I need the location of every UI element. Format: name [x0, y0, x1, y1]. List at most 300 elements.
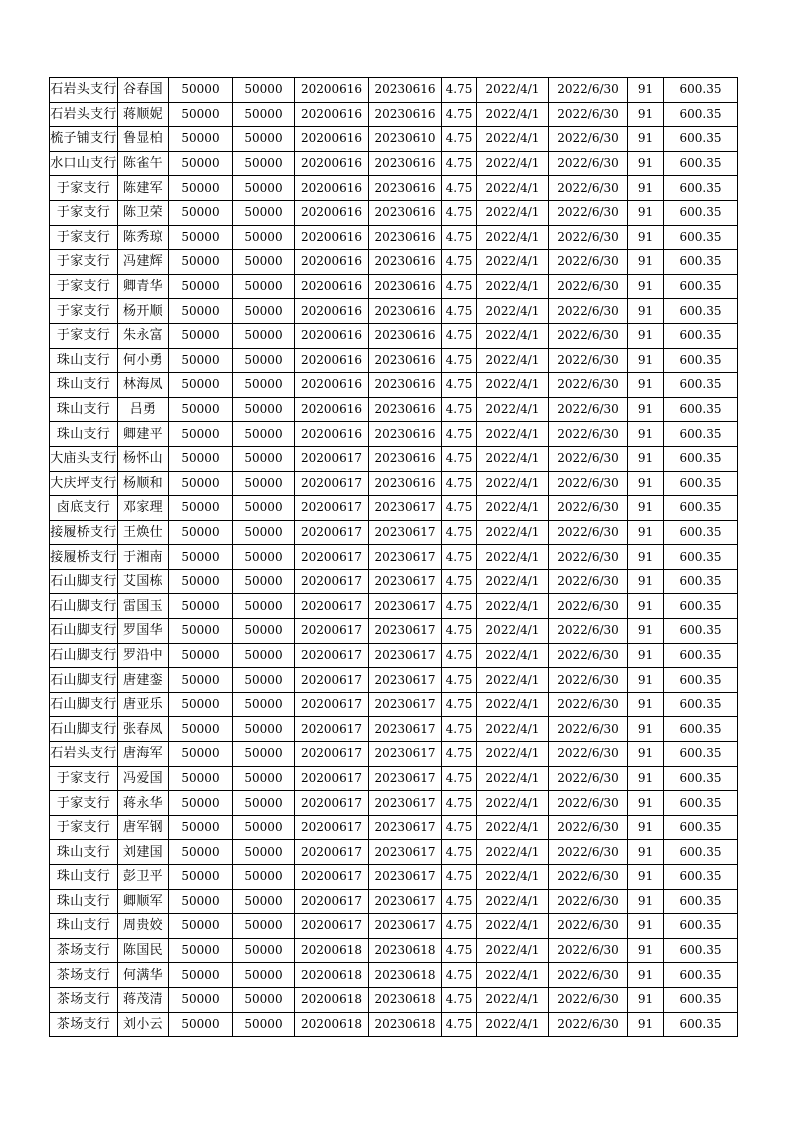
- period-start-cell: 2022/4/1: [477, 914, 549, 939]
- amount-cell: 50000: [169, 471, 233, 496]
- days-cell: 91: [628, 127, 664, 152]
- branch-cell: 大庙头支行: [50, 446, 118, 471]
- branch-cell: 茶场支行: [50, 938, 118, 963]
- amount-cell: 50000: [169, 225, 233, 250]
- period-start-cell: 2022/4/1: [477, 668, 549, 693]
- period-start-cell: 2022/4/1: [477, 274, 549, 299]
- days-cell: 91: [628, 200, 664, 225]
- end-date-cell: 20230617: [369, 914, 442, 939]
- days-cell: 91: [628, 569, 664, 594]
- end-date-cell: 20230617: [369, 569, 442, 594]
- days-cell: 91: [628, 963, 664, 988]
- start-date-cell: 20200617: [295, 594, 369, 619]
- days-cell: 91: [628, 545, 664, 570]
- days-cell: 91: [628, 446, 664, 471]
- table-row: [50, 668, 738, 693]
- days-cell: 91: [628, 987, 664, 1012]
- days-cell: 91: [628, 742, 664, 767]
- rate-cell: 4.75: [442, 176, 477, 201]
- branch-cell: 大庆坪支行: [50, 471, 118, 496]
- days-cell: 91: [628, 299, 664, 324]
- period-start-cell: 2022/4/1: [477, 742, 549, 767]
- period-start-cell: 2022/4/1: [477, 963, 549, 988]
- amount-cell: 50000: [169, 200, 233, 225]
- start-date-cell: 20200617: [295, 914, 369, 939]
- interest-cell: 600.35: [664, 569, 738, 594]
- period-start-cell: 2022/4/1: [477, 151, 549, 176]
- name-cell: 陈国民: [118, 938, 169, 963]
- amount-cell: 50000: [169, 274, 233, 299]
- table-row: [50, 323, 738, 348]
- name-cell: 杨开顺: [118, 299, 169, 324]
- name-cell: 何满华: [118, 963, 169, 988]
- balance-cell: 50000: [233, 569, 295, 594]
- interest-cell: 600.35: [664, 397, 738, 422]
- end-date-cell: 20230616: [369, 151, 442, 176]
- rate-cell: 4.75: [442, 200, 477, 225]
- balance-cell: 50000: [233, 742, 295, 767]
- period-end-cell: 2022/6/30: [549, 78, 628, 103]
- name-cell: 彭卫平: [118, 865, 169, 890]
- interest-cell: 600.35: [664, 78, 738, 103]
- rate-cell: 4.75: [442, 397, 477, 422]
- interest-cell: 600.35: [664, 594, 738, 619]
- period-end-cell: 2022/6/30: [549, 1012, 628, 1037]
- balance-cell: 50000: [233, 545, 295, 570]
- period-start-cell: 2022/4/1: [477, 987, 549, 1012]
- start-date-cell: 20200616: [295, 102, 369, 127]
- period-start-cell: 2022/4/1: [477, 840, 549, 865]
- loan-interest-table: [49, 77, 738, 1037]
- days-cell: 91: [628, 323, 664, 348]
- branch-cell: 于家支行: [50, 791, 118, 816]
- start-date-cell: 20200616: [295, 373, 369, 398]
- name-cell: 吕勇: [118, 397, 169, 422]
- interest-cell: 600.35: [664, 643, 738, 668]
- days-cell: 91: [628, 471, 664, 496]
- name-cell: 于湘南: [118, 545, 169, 570]
- days-cell: 91: [628, 791, 664, 816]
- balance-cell: 50000: [233, 151, 295, 176]
- start-date-cell: 20200617: [295, 692, 369, 717]
- end-date-cell: 20230617: [369, 594, 442, 619]
- interest-cell: 600.35: [664, 987, 738, 1012]
- start-date-cell: 20200616: [295, 78, 369, 103]
- balance-cell: 50000: [233, 987, 295, 1012]
- name-cell: 陈秀琼: [118, 225, 169, 250]
- period-start-cell: 2022/4/1: [477, 225, 549, 250]
- balance-cell: 50000: [233, 348, 295, 373]
- branch-cell: 珠山支行: [50, 865, 118, 890]
- period-end-cell: 2022/6/30: [549, 299, 628, 324]
- table-row: [50, 742, 738, 767]
- start-date-cell: 20200618: [295, 938, 369, 963]
- balance-cell: 50000: [233, 397, 295, 422]
- branch-cell: 珠山支行: [50, 914, 118, 939]
- branch-cell: 梳子铺支行: [50, 127, 118, 152]
- name-cell: 陈雀午: [118, 151, 169, 176]
- days-cell: 91: [628, 373, 664, 398]
- days-cell: 91: [628, 717, 664, 742]
- name-cell: 王焕仕: [118, 520, 169, 545]
- table-row: [50, 102, 738, 127]
- table-row: [50, 471, 738, 496]
- period-end-cell: 2022/6/30: [549, 889, 628, 914]
- period-end-cell: 2022/6/30: [549, 127, 628, 152]
- branch-cell: 于家支行: [50, 323, 118, 348]
- name-cell: 陈建军: [118, 176, 169, 201]
- branch-cell: 石岩头支行: [50, 102, 118, 127]
- period-start-cell: 2022/4/1: [477, 176, 549, 201]
- end-date-cell: 20230617: [369, 717, 442, 742]
- branch-cell: 茶场支行: [50, 1012, 118, 1037]
- balance-cell: 50000: [233, 938, 295, 963]
- start-date-cell: 20200616: [295, 323, 369, 348]
- interest-cell: 600.35: [664, 619, 738, 644]
- amount-cell: 50000: [169, 889, 233, 914]
- rate-cell: 4.75: [442, 569, 477, 594]
- table-row: [50, 914, 738, 939]
- branch-cell: 珠山支行: [50, 840, 118, 865]
- start-date-cell: 20200617: [295, 766, 369, 791]
- amount-cell: 50000: [169, 373, 233, 398]
- balance-cell: 50000: [233, 791, 295, 816]
- branch-cell: 珠山支行: [50, 397, 118, 422]
- branch-cell: 石山脚支行: [50, 643, 118, 668]
- end-date-cell: 20230617: [369, 668, 442, 693]
- amount-cell: 50000: [169, 250, 233, 275]
- rate-cell: 4.75: [442, 299, 477, 324]
- start-date-cell: 20200617: [295, 840, 369, 865]
- period-end-cell: 2022/6/30: [549, 938, 628, 963]
- balance-cell: 50000: [233, 323, 295, 348]
- branch-cell: 于家支行: [50, 815, 118, 840]
- period-end-cell: 2022/6/30: [549, 987, 628, 1012]
- period-end-cell: 2022/6/30: [549, 742, 628, 767]
- balance-cell: 50000: [233, 78, 295, 103]
- days-cell: 91: [628, 643, 664, 668]
- amount-cell: 50000: [169, 815, 233, 840]
- amount-cell: 50000: [169, 446, 233, 471]
- amount-cell: 50000: [169, 397, 233, 422]
- branch-cell: 石山脚支行: [50, 619, 118, 644]
- table-row: [50, 496, 738, 521]
- period-end-cell: 2022/6/30: [549, 692, 628, 717]
- table-row: [50, 299, 738, 324]
- table-row: [50, 791, 738, 816]
- rate-cell: 4.75: [442, 840, 477, 865]
- days-cell: 91: [628, 496, 664, 521]
- amount-cell: 50000: [169, 963, 233, 988]
- start-date-cell: 20200618: [295, 987, 369, 1012]
- branch-cell: 珠山支行: [50, 348, 118, 373]
- rate-cell: 4.75: [442, 102, 477, 127]
- amount-cell: 50000: [169, 987, 233, 1012]
- name-cell: 唐军钢: [118, 815, 169, 840]
- period-start-cell: 2022/4/1: [477, 594, 549, 619]
- period-end-cell: 2022/6/30: [549, 545, 628, 570]
- name-cell: 冯爱国: [118, 766, 169, 791]
- rate-cell: 4.75: [442, 422, 477, 447]
- end-date-cell: 20230617: [369, 619, 442, 644]
- balance-cell: 50000: [233, 250, 295, 275]
- end-date-cell: 20230617: [369, 840, 442, 865]
- period-end-cell: 2022/6/30: [549, 520, 628, 545]
- amount-cell: 50000: [169, 151, 233, 176]
- balance-cell: 50000: [233, 963, 295, 988]
- start-date-cell: 20200617: [295, 520, 369, 545]
- amount-cell: 50000: [169, 520, 233, 545]
- table-row: [50, 151, 738, 176]
- rate-cell: 4.75: [442, 348, 477, 373]
- interest-cell: 600.35: [664, 914, 738, 939]
- end-date-cell: 20230617: [369, 766, 442, 791]
- branch-cell: 水口山支行: [50, 151, 118, 176]
- balance-cell: 50000: [233, 840, 295, 865]
- interest-cell: 600.35: [664, 791, 738, 816]
- period-start-cell: 2022/4/1: [477, 766, 549, 791]
- days-cell: 91: [628, 102, 664, 127]
- name-cell: 刘建国: [118, 840, 169, 865]
- rate-cell: 4.75: [442, 889, 477, 914]
- start-date-cell: 20200616: [295, 176, 369, 201]
- days-cell: 91: [628, 938, 664, 963]
- end-date-cell: 20230616: [369, 200, 442, 225]
- period-start-cell: 2022/4/1: [477, 1012, 549, 1037]
- interest-cell: 600.35: [664, 250, 738, 275]
- branch-cell: 石山脚支行: [50, 594, 118, 619]
- period-start-cell: 2022/4/1: [477, 791, 549, 816]
- period-end-cell: 2022/6/30: [549, 422, 628, 447]
- days-cell: 91: [628, 151, 664, 176]
- amount-cell: 50000: [169, 323, 233, 348]
- period-start-cell: 2022/4/1: [477, 619, 549, 644]
- balance-cell: 50000: [233, 200, 295, 225]
- end-date-cell: 20230616: [369, 471, 442, 496]
- table-row: [50, 717, 738, 742]
- rate-cell: 4.75: [442, 127, 477, 152]
- rate-cell: 4.75: [442, 865, 477, 890]
- start-date-cell: 20200616: [295, 225, 369, 250]
- amount-cell: 50000: [169, 643, 233, 668]
- start-date-cell: 20200617: [295, 569, 369, 594]
- branch-cell: 石岩头支行: [50, 78, 118, 103]
- period-end-cell: 2022/6/30: [549, 766, 628, 791]
- rate-cell: 4.75: [442, 250, 477, 275]
- end-date-cell: 20230618: [369, 963, 442, 988]
- rate-cell: 4.75: [442, 766, 477, 791]
- amount-cell: 50000: [169, 717, 233, 742]
- start-date-cell: 20200617: [295, 446, 369, 471]
- amount-cell: 50000: [169, 102, 233, 127]
- branch-cell: 珠山支行: [50, 889, 118, 914]
- interest-cell: 600.35: [664, 889, 738, 914]
- period-start-cell: 2022/4/1: [477, 889, 549, 914]
- balance-cell: 50000: [233, 1012, 295, 1037]
- days-cell: 91: [628, 865, 664, 890]
- end-date-cell: 20230616: [369, 373, 442, 398]
- interest-cell: 600.35: [664, 373, 738, 398]
- name-cell: 卿青华: [118, 274, 169, 299]
- table-body: [50, 78, 738, 1037]
- table-row: [50, 889, 738, 914]
- period-start-cell: 2022/4/1: [477, 520, 549, 545]
- balance-cell: 50000: [233, 471, 295, 496]
- start-date-cell: 20200616: [295, 348, 369, 373]
- period-end-cell: 2022/6/30: [549, 865, 628, 890]
- amount-cell: 50000: [169, 422, 233, 447]
- name-cell: 唐海军: [118, 742, 169, 767]
- name-cell: 鲁显柏: [118, 127, 169, 152]
- days-cell: 91: [628, 78, 664, 103]
- days-cell: 91: [628, 250, 664, 275]
- branch-cell: 石岩头支行: [50, 742, 118, 767]
- name-cell: 朱永富: [118, 323, 169, 348]
- branch-cell: 于家支行: [50, 225, 118, 250]
- amount-cell: 50000: [169, 668, 233, 693]
- table-row: [50, 397, 738, 422]
- name-cell: 罗沿中: [118, 643, 169, 668]
- days-cell: 91: [628, 520, 664, 545]
- end-date-cell: 20230617: [369, 496, 442, 521]
- days-cell: 91: [628, 176, 664, 201]
- branch-cell: 于家支行: [50, 250, 118, 275]
- table-row: [50, 176, 738, 201]
- balance-cell: 50000: [233, 619, 295, 644]
- balance-cell: 50000: [233, 373, 295, 398]
- balance-cell: 50000: [233, 446, 295, 471]
- branch-cell: 于家支行: [50, 766, 118, 791]
- end-date-cell: 20230616: [369, 176, 442, 201]
- branch-cell: 石山脚支行: [50, 569, 118, 594]
- period-end-cell: 2022/6/30: [549, 619, 628, 644]
- balance-cell: 50000: [233, 422, 295, 447]
- amount-cell: 50000: [169, 545, 233, 570]
- branch-cell: 于家支行: [50, 200, 118, 225]
- period-start-cell: 2022/4/1: [477, 471, 549, 496]
- branch-cell: 于家支行: [50, 176, 118, 201]
- table-row: [50, 127, 738, 152]
- interest-cell: 600.35: [664, 274, 738, 299]
- period-end-cell: 2022/6/30: [549, 815, 628, 840]
- balance-cell: 50000: [233, 766, 295, 791]
- branch-cell: 卤底支行: [50, 496, 118, 521]
- branch-cell: 接履桥支行: [50, 520, 118, 545]
- start-date-cell: 20200616: [295, 299, 369, 324]
- end-date-cell: 20230616: [369, 299, 442, 324]
- period-start-cell: 2022/4/1: [477, 446, 549, 471]
- amount-cell: 50000: [169, 569, 233, 594]
- rate-cell: 4.75: [442, 594, 477, 619]
- name-cell: 何小勇: [118, 348, 169, 373]
- period-end-cell: 2022/6/30: [549, 569, 628, 594]
- rate-cell: 4.75: [442, 914, 477, 939]
- interest-cell: 600.35: [664, 520, 738, 545]
- end-date-cell: 20230617: [369, 520, 442, 545]
- amount-cell: 50000: [169, 692, 233, 717]
- name-cell: 雷国玉: [118, 594, 169, 619]
- amount-cell: 50000: [169, 791, 233, 816]
- amount-cell: 50000: [169, 742, 233, 767]
- name-cell: 邓家理: [118, 496, 169, 521]
- branch-cell: 于家支行: [50, 274, 118, 299]
- table-row: [50, 520, 738, 545]
- start-date-cell: 20200617: [295, 668, 369, 693]
- period-start-cell: 2022/4/1: [477, 397, 549, 422]
- table-row: [50, 963, 738, 988]
- name-cell: 张春凤: [118, 717, 169, 742]
- amount-cell: 50000: [169, 840, 233, 865]
- table-row: [50, 1012, 738, 1037]
- period-start-cell: 2022/4/1: [477, 717, 549, 742]
- end-date-cell: 20230618: [369, 1012, 442, 1037]
- interest-cell: 600.35: [664, 815, 738, 840]
- interest-cell: 600.35: [664, 446, 738, 471]
- balance-cell: 50000: [233, 102, 295, 127]
- rate-cell: 4.75: [442, 938, 477, 963]
- start-date-cell: 20200616: [295, 127, 369, 152]
- balance-cell: 50000: [233, 127, 295, 152]
- amount-cell: 50000: [169, 914, 233, 939]
- interest-cell: 600.35: [664, 151, 738, 176]
- table-row: [50, 200, 738, 225]
- end-date-cell: 20230616: [369, 348, 442, 373]
- end-date-cell: 20230618: [369, 938, 442, 963]
- days-cell: 91: [628, 594, 664, 619]
- branch-cell: 茶场支行: [50, 963, 118, 988]
- start-date-cell: 20200617: [295, 496, 369, 521]
- interest-cell: 600.35: [664, 422, 738, 447]
- end-date-cell: 20230617: [369, 865, 442, 890]
- rate-cell: 4.75: [442, 791, 477, 816]
- table-row: [50, 938, 738, 963]
- table-row: [50, 348, 738, 373]
- days-cell: 91: [628, 668, 664, 693]
- table-row: [50, 987, 738, 1012]
- start-date-cell: 20200617: [295, 643, 369, 668]
- days-cell: 91: [628, 1012, 664, 1037]
- balance-cell: 50000: [233, 692, 295, 717]
- rate-cell: 4.75: [442, 496, 477, 521]
- table-row: [50, 225, 738, 250]
- amount-cell: 50000: [169, 865, 233, 890]
- start-date-cell: 20200617: [295, 815, 369, 840]
- period-start-cell: 2022/4/1: [477, 692, 549, 717]
- table-row: [50, 78, 738, 103]
- interest-cell: 600.35: [664, 496, 738, 521]
- table-row: [50, 594, 738, 619]
- name-cell: 蒋茂清: [118, 987, 169, 1012]
- rate-cell: 4.75: [442, 717, 477, 742]
- period-end-cell: 2022/6/30: [549, 274, 628, 299]
- period-start-cell: 2022/4/1: [477, 102, 549, 127]
- period-end-cell: 2022/6/30: [549, 840, 628, 865]
- end-date-cell: 20230616: [369, 422, 442, 447]
- rate-cell: 4.75: [442, 643, 477, 668]
- start-date-cell: 20200617: [295, 742, 369, 767]
- interest-cell: 600.35: [664, 348, 738, 373]
- name-cell: 杨顺和: [118, 471, 169, 496]
- name-cell: 卿顺军: [118, 889, 169, 914]
- balance-cell: 50000: [233, 914, 295, 939]
- amount-cell: 50000: [169, 348, 233, 373]
- amount-cell: 50000: [169, 496, 233, 521]
- name-cell: 蒋顺妮: [118, 102, 169, 127]
- balance-cell: 50000: [233, 815, 295, 840]
- interest-cell: 600.35: [664, 865, 738, 890]
- amount-cell: 50000: [169, 299, 233, 324]
- name-cell: 刘小云: [118, 1012, 169, 1037]
